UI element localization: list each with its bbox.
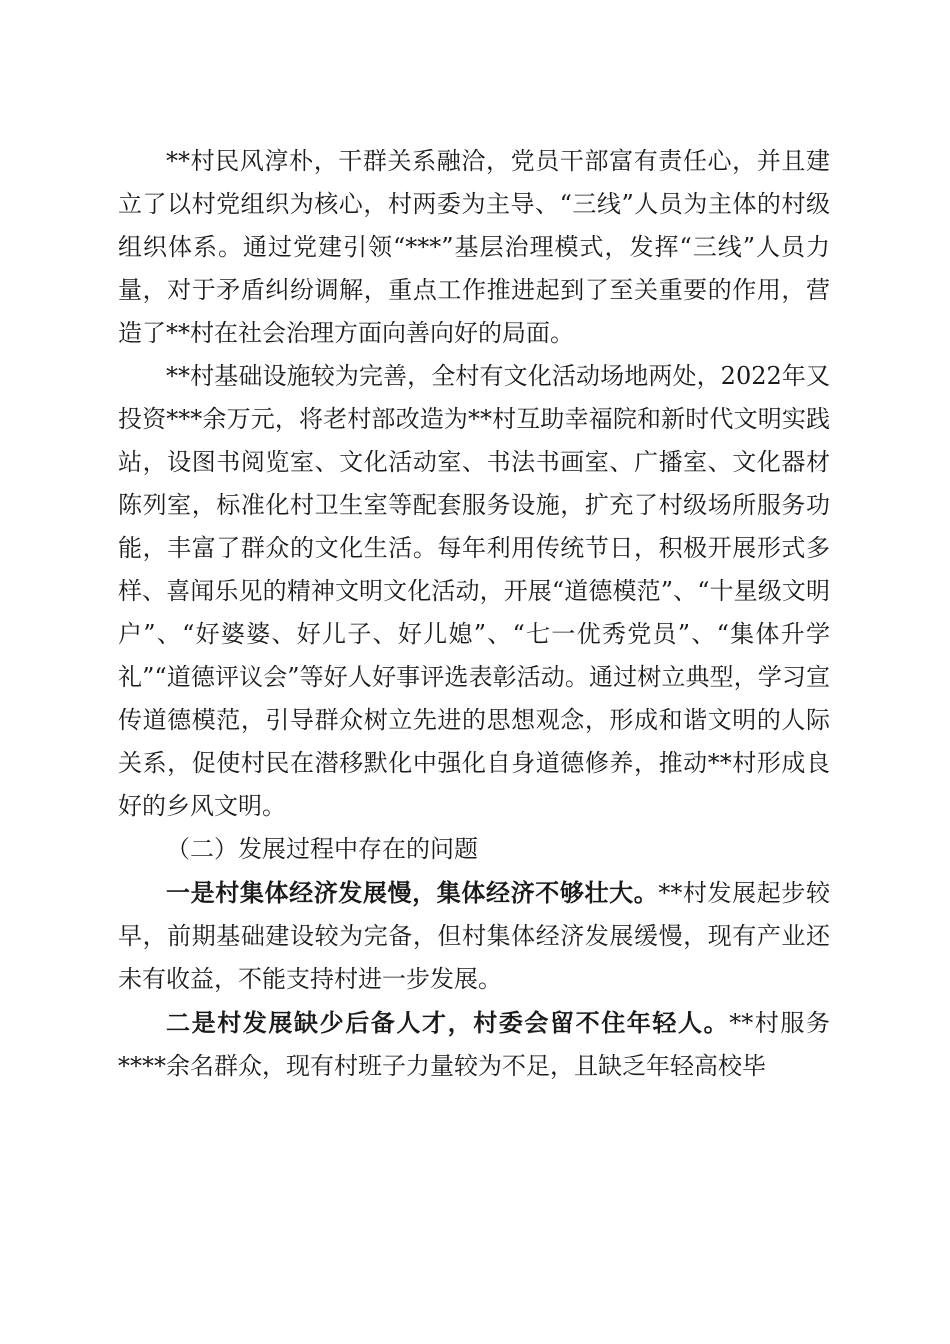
paragraph-village-infrastructure bbox=[118, 355, 830, 828]
problem-point-lead: 一是村集体经济发展慢，集体经济不够壮大。 bbox=[166, 878, 659, 907]
paragraph-text: **村民风淳朴，干群关系融洽，党员干部富有责任心，并且建立了以村党组织为核心，村两委为主导、“三线”人员为主体的村级组织体系。通过党建引领“***”基层治理模式，发挥“三线”人员力量，对于矛盾纠纷调解，重点工作推进起到了至关重要的作用，营造了**村在社会治理方面向善向好的局面。 bbox=[118, 147, 830, 347]
paragraph-village-governance bbox=[118, 140, 830, 355]
section-heading bbox=[118, 828, 830, 871]
document-body bbox=[118, 140, 830, 1088]
problem-point-1 bbox=[118, 871, 830, 1001]
section-heading-text: （二）发展过程中存在的问题 bbox=[166, 835, 478, 863]
problem-point-text: **村发展起步较早，前期基础建设较为完备，但村集体经济发展缓慢，现有产业还未有收益，不能支持村进一步发展。 bbox=[118, 879, 831, 993]
problem-point-2 bbox=[118, 1001, 830, 1088]
problem-point-lead: 二是村发展缺少后备人才，村委会留不住年轻人。 bbox=[166, 1008, 730, 1037]
paragraph-text: **村基础设施较为完善，全村有文化活动场地两处，2022年又投资***余万元，将老村部改造为**村互助幸福院和新时代文明实践站，设图书阅览室、文化活动室、书法书画室、广播室、文化器材陈列室，标准化村卫生室等配套服务设施，扩充了村级场所服务功能，丰富了群众的文化生活。每年利用传统节日，积极开展形式多样、喜闻乐见的精神文明文化活动，开展“道德模范”、“十星级文明户”、“好婆婆、好儿子、好儿媳”、“七一优秀党员”、“集体升学礼”“道德评议会”等好人好事评选表彰活动。通过树立典型，学习宣传道德模范，引导群众树立先进的思想观念，形成和谐文明的人际关系，促使村民在潜移默化中强化自身道德修养，推动**村形成良好的乡风文明。 bbox=[118, 362, 830, 820]
problem-point-text: **村服务****余名群众，现有村班子力量较为不足，且缺乏年轻高校毕 bbox=[118, 1009, 831, 1080]
